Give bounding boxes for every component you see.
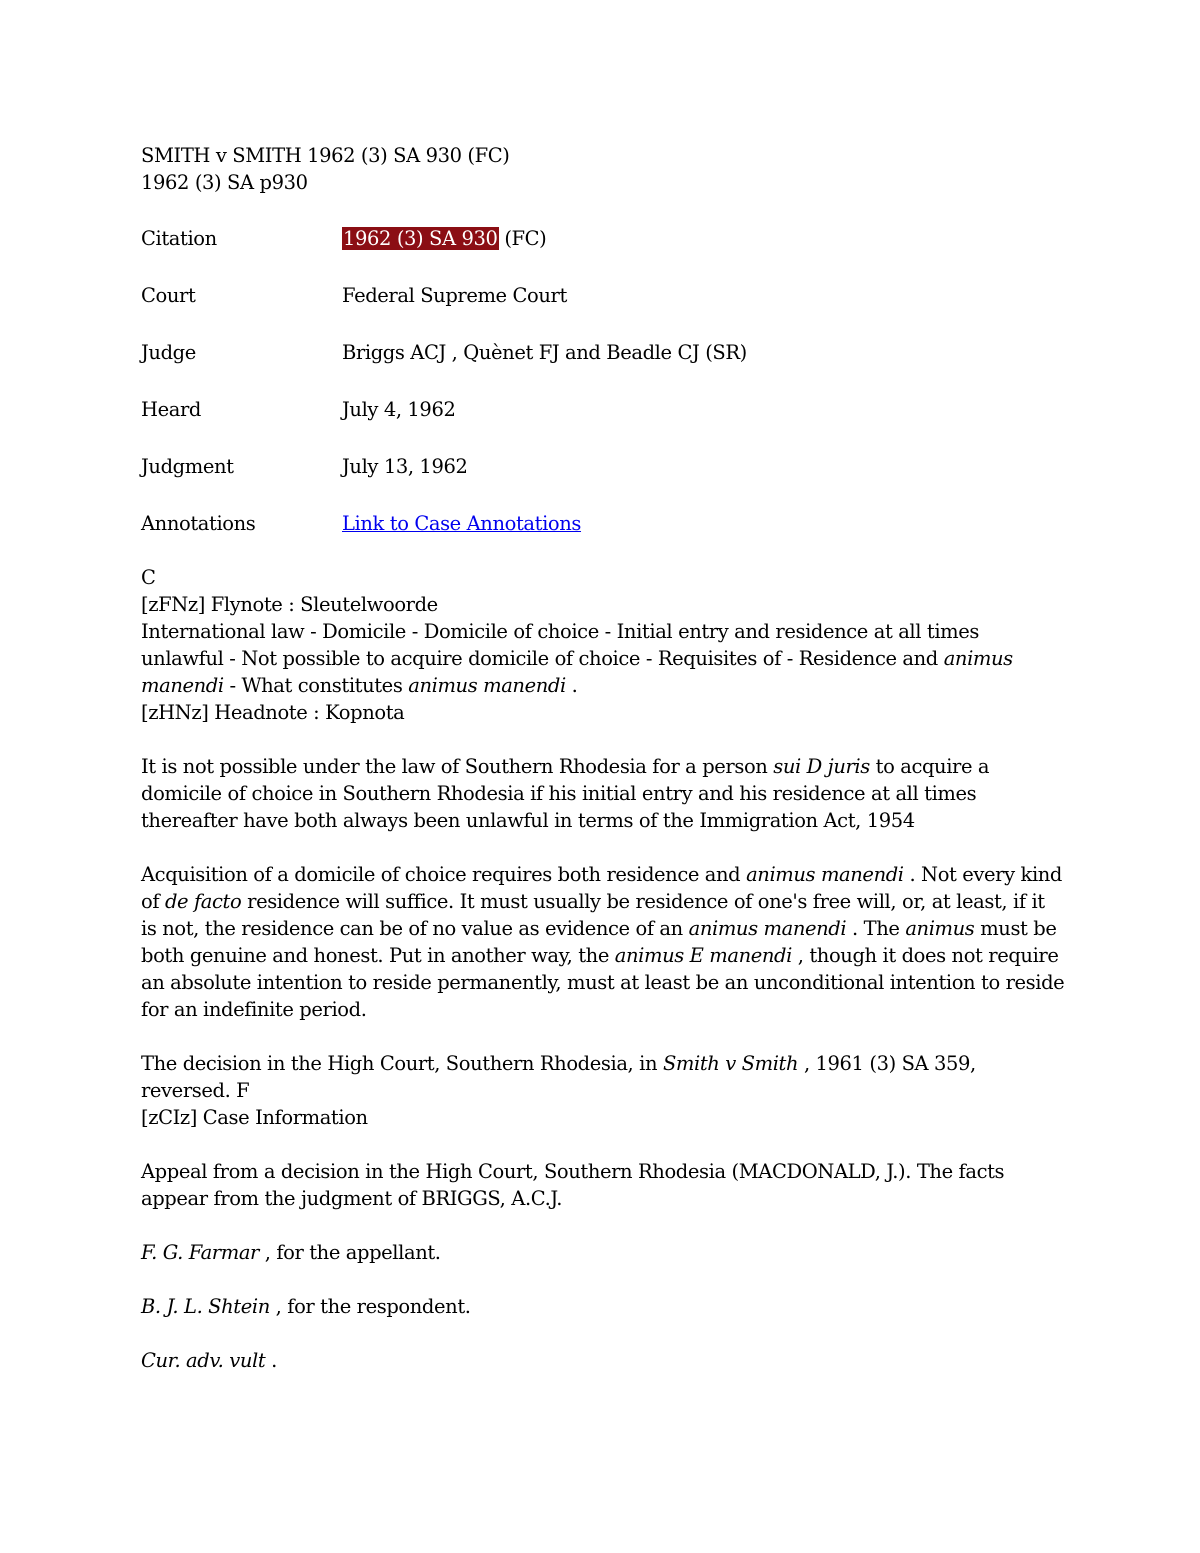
heard-label: Heard [141, 398, 201, 421]
judgment-label: Judgment [141, 455, 234, 478]
judgment-row [141, 453, 1071, 480]
court-row [141, 282, 1071, 309]
page-reference: 1962 (3) SA p930 [141, 171, 308, 194]
appeal-paragraph: Appeal from a decision in the High Court, Southern Rhodesia (MACDONALD, J.). The facts appear from the judgment of BRIGGS, A.C.J. [141, 1160, 1005, 1210]
headnote-heading: [zHNz] Headnote : Kopnota [141, 701, 405, 724]
heard-row [141, 396, 1071, 423]
case-document [141, 142, 1071, 1374]
headnote-paragraph-1: It is not possible under the law of Southern Rhodesia for a person sui D juris to acquire a domicile of choice in Southern Rhodesia if his initial entry and his residence at all times thereafter have both always been unlawful in terms of the Immigration Act, 1954 [141, 755, 990, 832]
counsel-appellant: F. G. Farmar , for the appellant. [141, 1241, 441, 1264]
citation-suffix: (FC) [498, 227, 547, 250]
court-value: Federal Supreme Court [342, 284, 567, 307]
flynote-heading: [zFNz] Flynote : Sleutelwoorde [141, 593, 438, 616]
judge-label: Judge [141, 341, 196, 364]
annotations-row [141, 510, 1071, 537]
headnote-paragraph-3: The decision in the High Court, Southern Rhodesia, in Smith v Smith , 1961 (3) SA 359, reversed. F [zCIz] Case Information [141, 1050, 1071, 1131]
flynote-line: unlawful - Not possible to acquire domicile of choice - Requisites of - Residence and animus [141, 647, 1013, 670]
margin-marker-c: C [141, 566, 156, 589]
citation-label: Citation [141, 227, 217, 250]
judge-value: Briggs ACJ , Quènet FJ and Beadle CJ (SR) [342, 341, 747, 364]
case-title: SMITH v SMITH 1962 (3) SA 930 (FC) [141, 144, 510, 167]
headnote-paragraph-2: Acquisition of a domicile of choice requires both residence and animus manendi . Not every kind of de facto residence will suffice. It must usually be residence of one's free will, or, at least, if it is not, the residence can be of no value as evidence of an animus manendi . The animus must be both genuine and honest. Put in another way, the animus E manendi , though it does not require an absolute intention to reside permanently, must at least be an unconditional intention to reside for an indefinite period. [141, 863, 1065, 1021]
heard-value: July 4, 1962 [342, 398, 456, 421]
judge-row [141, 339, 1071, 366]
flynote-line: International law - Domicile - Domicile of choice - Initial entry and residence at all times [141, 620, 980, 643]
citation-highlight: 1962 (3) SA 930 [343, 227, 498, 250]
citation-value [342, 225, 1071, 252]
flynote-line: manendi - What constitutes animus manendi . [141, 674, 578, 697]
court-label: Court [141, 284, 196, 307]
annotations-label: Annotations [141, 512, 256, 535]
case-information-heading: [zCIz] Case Information [141, 1106, 368, 1129]
case-annotations-link[interactable]: Link to Case Annotations [342, 512, 582, 535]
counsel-respondent: B. J. L. Shtein , for the respondent. [141, 1295, 471, 1318]
judgment-value: July 13, 1962 [342, 455, 468, 478]
cur-adv-vult: Cur. adv. vult . [141, 1349, 277, 1372]
citation-row [141, 225, 1071, 252]
